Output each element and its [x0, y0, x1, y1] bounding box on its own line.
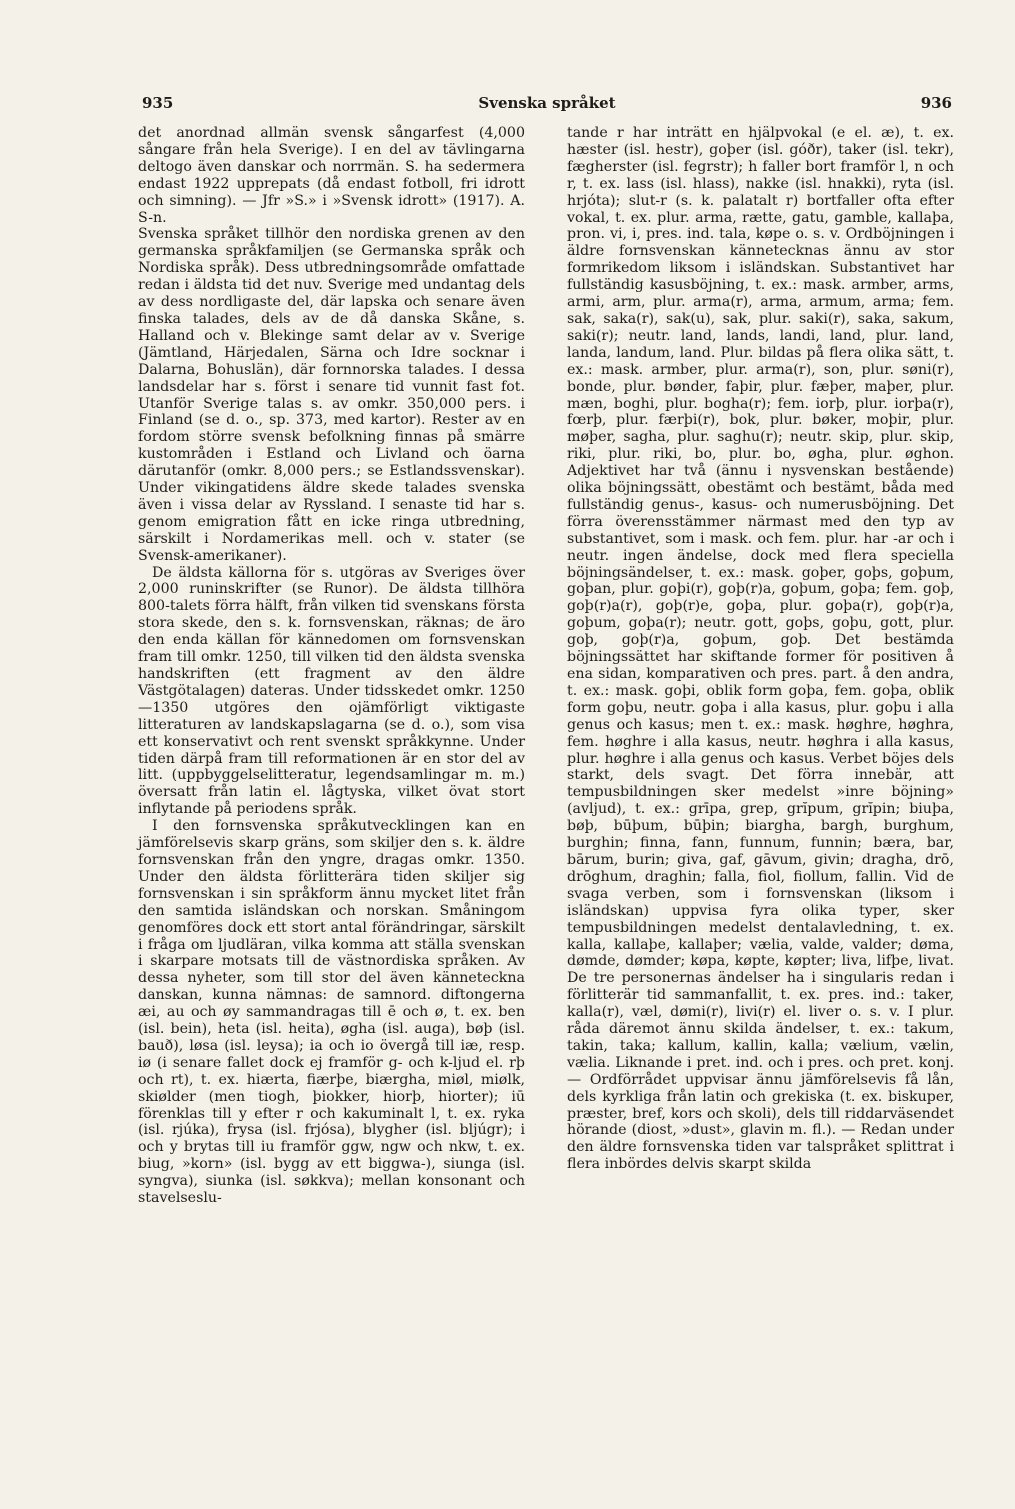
page-number-right: 936 — [920, 94, 952, 112]
page-number-left: 935 — [142, 94, 174, 112]
right-column — [567, 125, 954, 1173]
paragraph: Svenska språket tillhör den nordiska grenen av den germanska språkfamiljen (se Germanska språk och Nordiska språk). Dess utbredningsområde omfattade redan i äldsta tid det nuv. Sverige med undantag dels av dess nordligaste del, där lapska och senare även finska talades, dels av de då danska Skåne, s. Halland och v. Blekinge samt delar av v. Sverige (Jämtland, Härjedalen, Särna och Idre socknar i Dalarna, Bohuslän), där fornnorska talades. I dessa landsdelar har s. först i senare tid vunnit fast fot. Utanför Sverige talas s. av omkr. 350,000 pers. i Finland (se d. o., sp. 373, med kartor). Rester av en fordom större svensk befolkning finnas på smärre kustområden i Estland och Livland och öarna därutanför (omkr. 8,000 pers.; se Estlandssvenskar). Under vikingatidens äldre skede talades svenska även i vissa delar av Ryssland. I senaste tid har s. genom emigration fått en icke ringa utbredning, särskilt i Nordamerikas mell. och v. stater (se Svensk-amerikaner). — [138, 226, 525, 564]
page-title: Svenska språket — [478, 94, 616, 112]
paragraph: I den fornsvenska språkutvecklingen kan en jämförelsevis skarp gräns, som skiljer den s. k. äldre fornsvenskan från den yngre, dragas omkr. 1350. Under den äldsta förlitterära tiden skiljer sig fornsvenskan i sin språkform ännu mycket litet från den samtida isländskan och norskan. Småningom genomföres dock ett stort antal förändringar, särskilt i fråga om ljudläran, vilka komma att ställa svenskan i skarpare motsats till de västnordiska språken. Av dessa nyheter, som till stor del även känneteckna danskan, kunna nämnas: de samnord. diftongerna æi, au och øy sammandragas till ē och ø, t. ex. ben (isl. bein), heta (isl. heita), øgha (isl. auga), bøþ (isl. bauð), løsa (isl. leysa); ia och io övergå till iæ, resp. iø (i senare fallet dock ej framför g- och k-ljud el. rþ och rt), t. ex. hiærta, fiærþe, biærgha, miøl, miølk, skiølder (men tiogh, þiokker, hiorþ, hiorter); iū förenklas till y efter r och kakuminalt l, t. ex. ryka (isl. rjúka), frysa (isl. frjósa), blygher (isl. bljúgr); i och y brytas till iu framför ggw, ngw och nkw, t. ex. biug, »korn» (isl. bygg av ett biggwa-), siunga (isl. syngva), siunka (isl. søkkva); mellan konsonant och stavelseslu- — [138, 818, 525, 1207]
paragraph: De äldsta källorna för s. utgöras av Sveriges över 2,000 runinskrifter (se Runor). De äldsta tillhöra 800-talets förra hälft, från vilken tid svenskans första stora skede, den s. k. fornsvenskan, räknas; de äro den enda källan för kännedomen om fornsvenskan fram till omkr. 1250, till vilken tid den äldsta svenska handskriften (ett fragment av den äldre Västgötalagen) dateras. Under tidsskedet omkr. 1250—1350 utgöres den ojämförligt viktigaste litteraturen av landskapslagarna (se d. o.), som visa ett konservativt och rent svenskt språkkynne. Under tiden därpå fram till reformationen är en stor del av litt. (uppbyggelselitteratur, legendsamlingar m. m.) översatt från latin el. lågtyska, vilket övat stort inflytande på periodens språk. — [138, 564, 525, 818]
paragraph: tande r har inträtt en hjälpvokal (e el. æ), t. ex. hæster (isl. hestr), goþer (isl. góðr), taker (isl. tekr), fægherster (isl. fegrstr); h faller bort framför l, n och r, t. ex. lass (isl. hlass), nakke (isl. hnakki), ryta (isl. hrjóta); slut-r (s. k. palatalt r) bortfaller ofta efter vokal, t. ex. plur. arma, rætte, gatu, gamble, kallaþa, pron. vi, i, pres. ind. tala, køpe o. s. v. Ordböjningen i äldre fornsvenskan kännetecknas ännu av stor formrikedom liksom i isländskan. Substantivet har fullständig kasusböjning, t. ex.: mask. armber, arms, armi, arm, plur. arma(r), arma, armum, arma; fem. sak, saka(r), sak(u), sak, plur. saki(r), saka, sakum, saki(r); neutr. land, lands, landi, land, plur. land, landa, landum, land. Plur. bildas på flera olika sätt, t. ex.: mask. armber, plur. arma(r), son, plur. søni(r), bonde, plur. bønder, faþir, plur. fæþer, maþer, plur. mæn, boghi, plur. bogha(r); fem. iorþ, plur. iorþa(r), fœrþ, plur. færþi(r), bok, plur. bøker, moþir, plur. møþer, sagha, plur. saghu(r); neutr. skip, plur. skip, riki, plur. riki, bo, plur. bo, øgha, plur. øghon. Adjektivet har två (ännu i nysvenskan bestående) olika böjningssätt, obestämt och bestämt, båda med fullständig genus-, kasus- och numerusböjning. Det förra överensstämmer närmast med den typ av substantivet, som i mask. och fem. plur. har -ar och i neutr. ingen ändelse, dock med flera speciella böjningsändelser, t. ex.: mask. goþer, goþs, goþum, goþan, plur. goþi(r), goþ(r)a, goþum, goþa; fem. goþ, goþ(r)a(r), goþ(r)e, goþa, plur. goþa(r), goþ(r)a, goþum, goþa(r); neutr. gott, goþs, goþu, gott, plur. goþ, goþ(r)a, goþum, goþ. Det bestämda böjningssättet har skiftande former för positiven å ena sidan, komparativen och pres. part. å den andra, t. ex.: mask. goþi, oblik form goþa, fem. goþa, oblik form goþu, neutr. goþa i alla kasus, plur. goþu i alla genus och kasus; men t. ex.: mask. høghre, høghra, fem. høghre i alla kasus, neutr. høghra i alla kasus, plur. høghre i alla genus och kasus. Verbet böjes dels starkt, dels svagt. Det förra innebär, att tempusbildningen sker medelst »inre böjning» (avljud), t. ex.: grīpa, grep, grĭpum, grĭpin; biuþa, bøþ, būþum, būþin; biargha, bargh, burghum, burghin; finna, fann, funnum, funnin; bæra, bar, bārum, burin; giva, gaf, gāvum, givin; dragha, drō, drōghum, draghin; falla, fiol, fiollum, fallin. Vid de svaga verben, som i fornsvenskan (liksom i isländskan) uppvisa fyra olika typer, sker tempusbildningen medelst dentalavledning, t. ex. kalla, kallaþe, kallaþer; vælia, valde, valder; døma, dømde, dømder; køpa, køpte, køpter; liva, lifþe, livat. De tre personernas ändelser ha i singularis redan i förlitterär tid sammanfallit, t. ex. pres. ind.: taker, kalla(r), væl, dømi(r), livi(r) el. liver o. s. v. I plur. råda däremot ännu skilda ändelser, t. ex.: takum, takin, taka; kallum, kallin, kalla; vælium, vælin, vælia. Liknande i pret. ind. och i pres. och pret. konj. — Ordförrådet uppvisar ännu jämförelsevis få lån, dels kyrkliga från latin och grekiska (t. ex. biskuper, præster, bref, kors och skoli), dels till riddarväsendet hörande (diost, »dust», glavin m. fl.). — Redan under den äldre fornsvenska tiden var talspråket splittrat i flera inbördes delvis skarpt skilda — [567, 125, 954, 1173]
left-column — [138, 125, 525, 1207]
page-header — [142, 94, 952, 120]
paragraph: det anordnad allmän svensk sångarfest (4,000 sångare från hela Sverige). I en del av tävlingarna deltogo även danskar och norrmän. S. ha sedermera endast 1922 upprepats (då endast fotboll, fri idrott och simning). — Jfr »S.» i »Svensk idrott» (1917). A. S-n. — [138, 125, 525, 226]
